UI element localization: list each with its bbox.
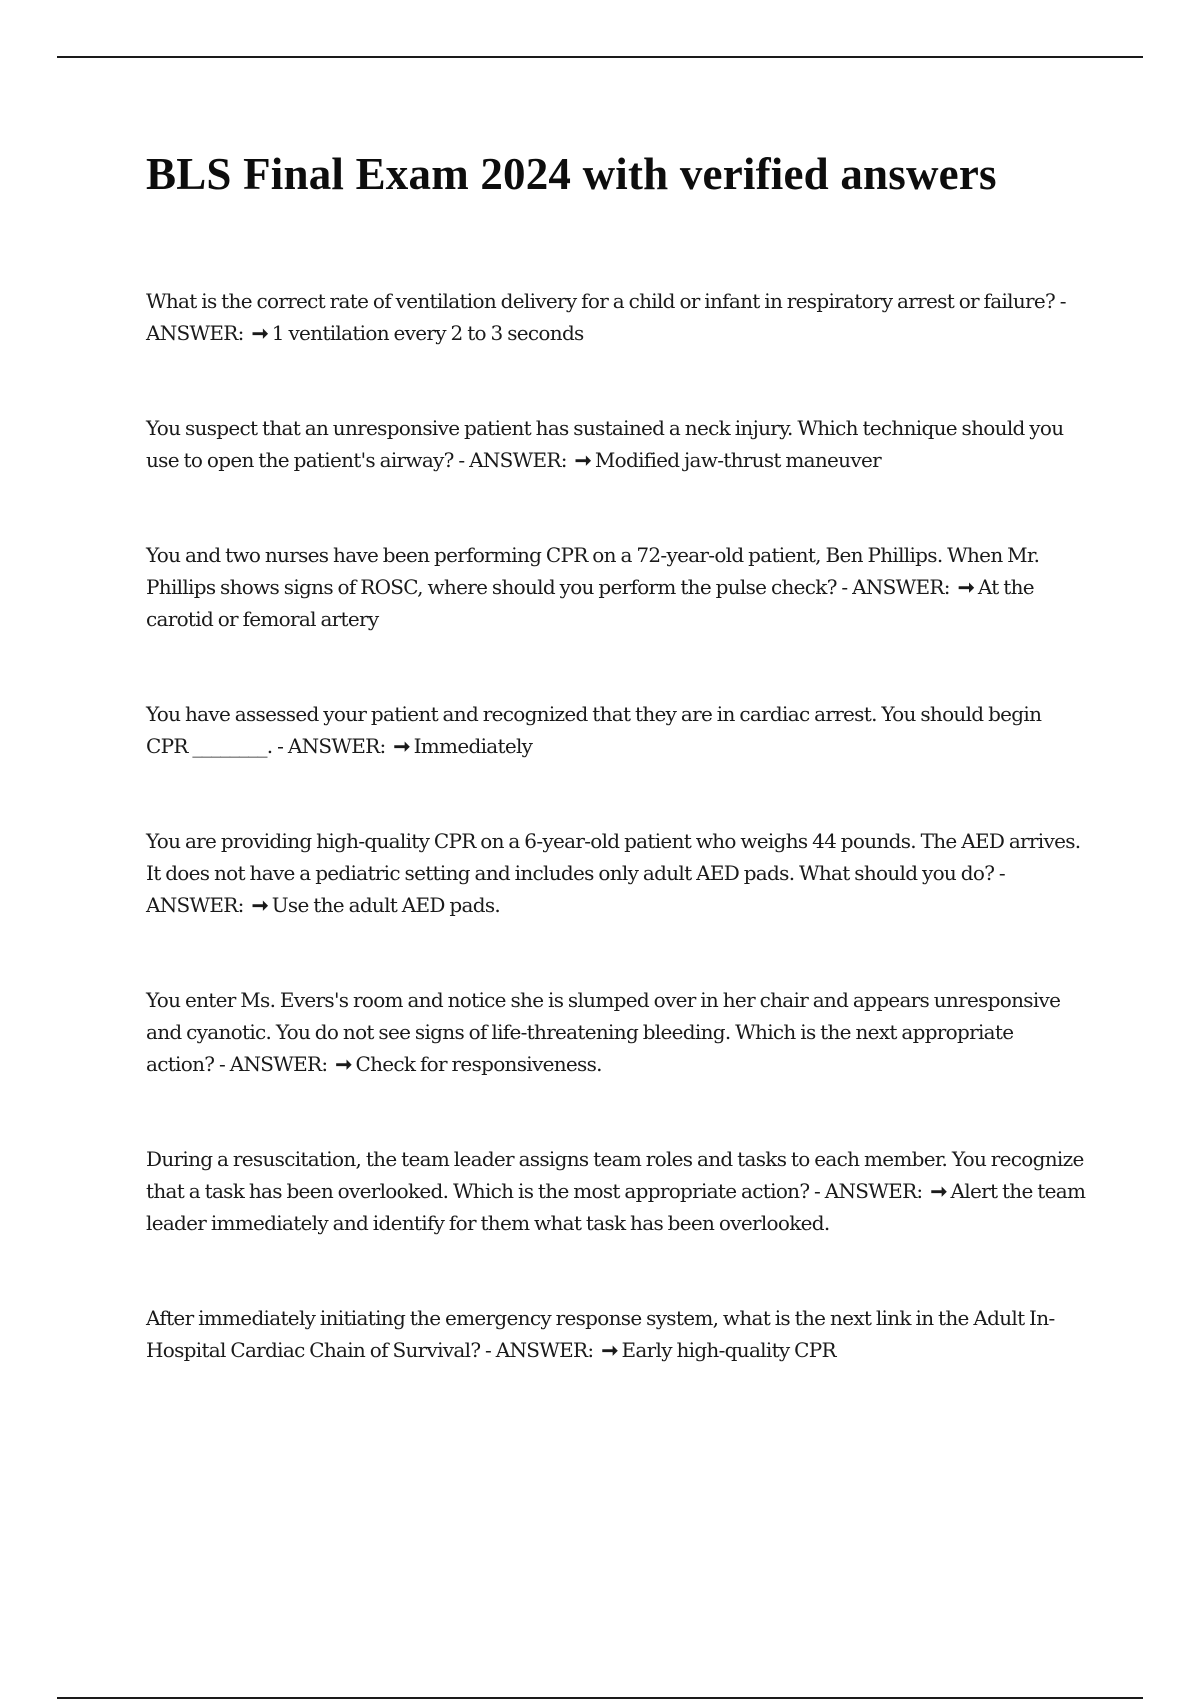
- question-text: You are providing high-quality CPR on a 6-year-old patient who weighs 44 pounds. The AED arrives. It does not have a pediatric setting and includes only adult AED pads. What should you do?: [146, 829, 1081, 885]
- qa-item: [146, 285, 1086, 349]
- qa-item: [146, 1143, 1086, 1239]
- top-divider: [57, 56, 1143, 58]
- answer-text: 1 ventilation every 2 to 3 seconds: [271, 321, 584, 345]
- document-title: BLS Final Exam 2024 with verified answers: [146, 149, 997, 199]
- right-arrow-icon: ➞: [251, 321, 268, 345]
- qa-item: [146, 412, 1086, 476]
- qa-item: [146, 984, 1086, 1080]
- right-arrow-icon: ➞: [957, 575, 974, 599]
- question-text: You and two nurses have been performing CPR on a 72-year-old patient, Ben Phillips. When Mr. Phillips shows signs of ROSC, where should you perform the pulse check?: [146, 543, 1040, 599]
- right-arrow-icon: ➞: [601, 1338, 618, 1362]
- answer-text: Check for responsiveness.: [355, 1052, 602, 1076]
- qa-item: [146, 539, 1086, 635]
- qa-list: [146, 285, 1086, 1366]
- qa-item: [146, 825, 1086, 921]
- document-body: [146, 144, 1086, 1429]
- answer-text: At the carotid or femoral artery: [146, 575, 1034, 631]
- right-arrow-icon: ➞: [251, 893, 268, 917]
- answer-marker: - ANSWER:: [841, 575, 950, 599]
- answer-marker: - ANSWER:: [146, 289, 1066, 345]
- right-arrow-icon: ➞: [393, 734, 410, 758]
- answer-marker: - ANSWER:: [146, 861, 1005, 917]
- answer-text: Modified jaw-thrust maneuver: [594, 448, 881, 472]
- answer-marker: - ANSWER:: [814, 1179, 923, 1203]
- answer-marker: - ANSWER:: [458, 448, 567, 472]
- right-arrow-icon: ➞: [335, 1052, 352, 1076]
- bottom-divider: [57, 1697, 1143, 1699]
- answer-text: Use the adult AED pads.: [271, 893, 501, 917]
- answer-marker: - ANSWER:: [218, 1052, 328, 1076]
- answer-text: Immediately: [413, 734, 533, 758]
- question-text: You enter Ms. Evers's room and notice she is slumped over in her chair and appears unresponsive and cyanotic. You do not see signs of life-threatening bleeding. Which is the next appropriate action?: [146, 988, 1061, 1076]
- answer-text: Alert the team leader immediately and identify for them what task has been overlooked.: [146, 1179, 1086, 1235]
- right-arrow-icon: ➞: [574, 448, 591, 472]
- answer-marker: - ANSWER:: [277, 734, 386, 758]
- question-text: After immediately initiating the emergency response system, what is the next link in the Adult In-Hospital Cardiac Chain of Survival?: [146, 1306, 1055, 1362]
- question-text: You suspect that an unresponsive patient has sustained a neck injury. Which technique should you use to open the patient's airway?: [146, 416, 1064, 472]
- question-text: During a resuscitation, the team leader assigns team roles and tasks to each member. You recognize that a task has been overlooked. Which is the most appropriate action?: [146, 1147, 1084, 1203]
- qa-item: [146, 1302, 1086, 1366]
- answer-marker: - ANSWER:: [485, 1338, 594, 1362]
- qa-item: [146, 698, 1086, 762]
- question-text: What is the correct rate of ventilation delivery for a child or infant in respiratory arrest or failure?: [146, 289, 1056, 313]
- right-arrow-icon: ➞: [930, 1179, 947, 1203]
- answer-text: Early high-quality CPR: [621, 1338, 836, 1362]
- question-text: You have assessed your patient and recognized that they are in cardiac arrest. You should begin CPR ________.: [146, 702, 1042, 758]
